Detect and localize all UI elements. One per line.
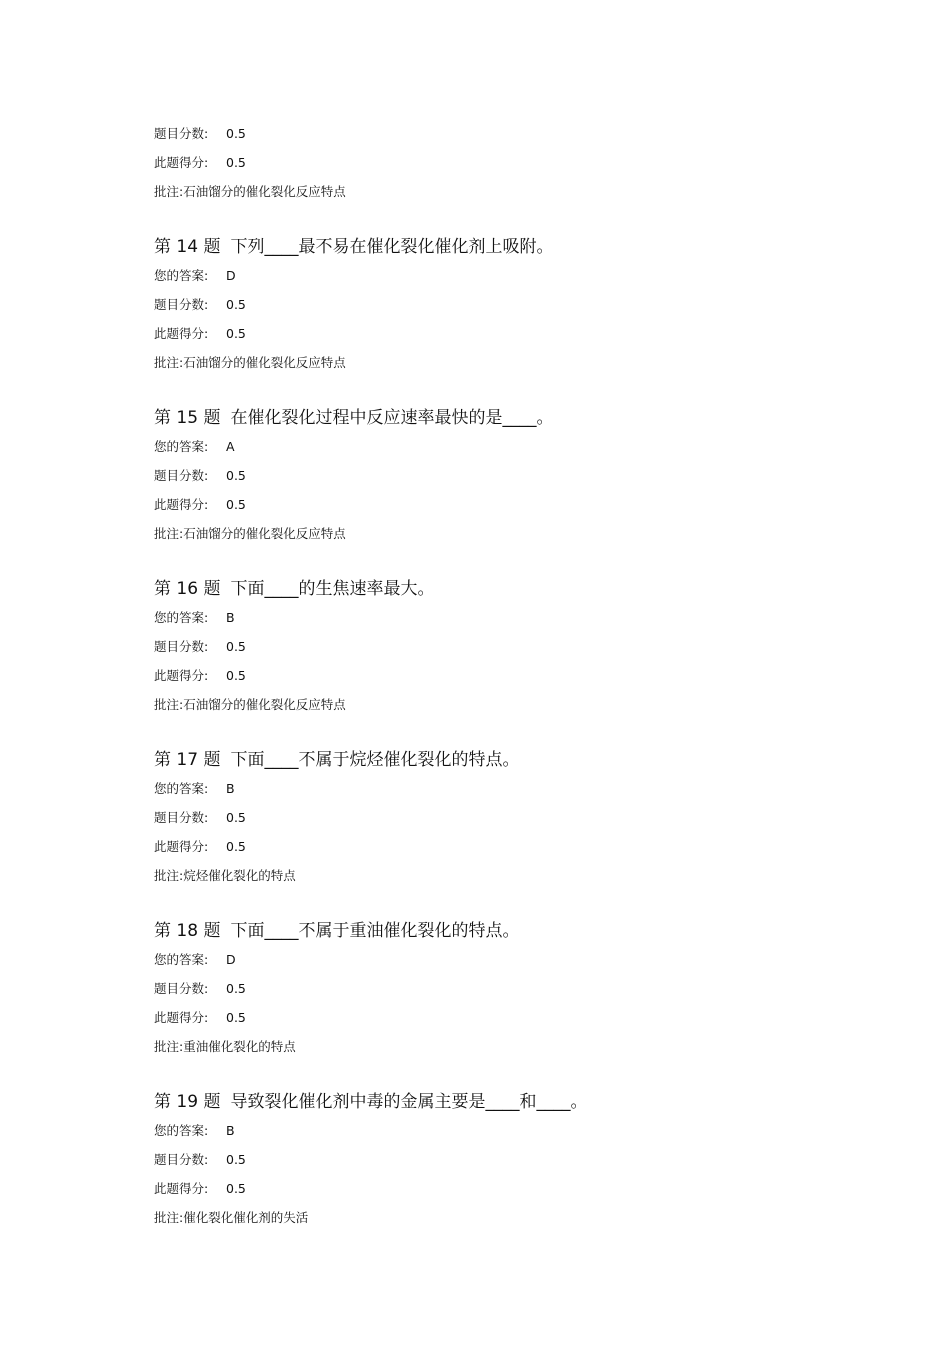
earned-row (154, 324, 854, 353)
question-block (154, 1090, 854, 1237)
earned-value: 0.5 (226, 497, 246, 512)
note-label: 批注: (154, 1039, 184, 1054)
answer-row (154, 1121, 854, 1150)
note-value: 重油催化裂化的特点 (183, 1039, 296, 1054)
answer-label: 您的答案: (154, 952, 209, 967)
note-row (154, 1037, 854, 1066)
question-text: 在催化裂化过程中反应速率最快的是____。 (230, 408, 554, 428)
earned-label: 此题得分: (154, 668, 209, 683)
note-value: 石油馏分的催化裂化反应特点 (183, 697, 346, 712)
answer-value: D (226, 952, 236, 967)
question-block (154, 577, 854, 724)
score-label: 题目分数: (154, 810, 209, 825)
earned-row (154, 666, 854, 695)
question-heading (154, 919, 854, 950)
earned-value: 0.5 (226, 1181, 246, 1196)
score-row (154, 637, 854, 666)
question-text: 导致裂化催化剂中毒的金属主要是____和____。 (230, 1092, 588, 1112)
earned-label: 此题得分: (154, 1010, 209, 1025)
question-heading (154, 577, 854, 608)
note-value: 石油馏分的催化裂化反应特点 (183, 355, 346, 370)
question-text: 下面____不属于烷烃催化裂化的特点。 (230, 750, 520, 770)
earned-row (154, 495, 854, 524)
score-label: 题目分数: (154, 639, 209, 654)
exam-result-page (154, 124, 854, 1237)
score-value: 0.5 (226, 810, 246, 825)
answer-value: A (226, 439, 235, 454)
question-block (154, 406, 854, 553)
question-text: 下面____不属于重油催化裂化的特点。 (230, 921, 520, 941)
note-value: 催化裂化催化剂的失活 (183, 1210, 309, 1225)
note-value: 石油馏分的催化裂化反应特点 (183, 184, 346, 199)
note-label: 批注: (154, 526, 184, 541)
score-value: 0.5 (226, 126, 246, 141)
question-heading (154, 1090, 854, 1121)
score-label: 题目分数: (154, 126, 209, 141)
answer-value: B (226, 1123, 235, 1138)
score-row (154, 1150, 854, 1179)
earned-label: 此题得分: (154, 1181, 209, 1196)
question-heading (154, 235, 854, 266)
answer-row (154, 950, 854, 979)
earned-row (154, 1008, 854, 1037)
answer-label: 您的答案: (154, 1123, 209, 1138)
note-label: 批注: (154, 355, 184, 370)
score-value: 0.5 (226, 297, 246, 312)
note-value: 石油馏分的催化裂化反应特点 (183, 526, 346, 541)
question-number: 第 17 题 (154, 750, 221, 770)
earned-label: 此题得分: (154, 839, 209, 854)
question-heading (154, 748, 854, 779)
note-value: 烷烃催化裂化的特点 (183, 868, 296, 883)
earned-value: 0.5 (226, 155, 246, 170)
answer-value: B (226, 781, 235, 796)
answer-value: D (226, 268, 236, 283)
score-value: 0.5 (226, 981, 246, 996)
question-text: 下列____最不易在催化裂化催化剂上吸附。 (230, 237, 554, 257)
question-text: 下面____的生焦速率最大。 (230, 579, 435, 599)
answer-row (154, 779, 854, 808)
note-row (154, 866, 854, 895)
answer-value: B (226, 610, 235, 625)
score-row (154, 466, 854, 495)
note-row (154, 695, 854, 724)
earned-value: 0.5 (226, 668, 246, 683)
score-value: 0.5 (226, 639, 246, 654)
earned-value: 0.5 (226, 326, 246, 341)
note-row (154, 353, 854, 382)
earned-row (154, 837, 854, 866)
score-label: 题目分数: (154, 468, 209, 483)
note-row (154, 1208, 854, 1237)
previous-question-tail (154, 124, 854, 211)
answer-label: 您的答案: (154, 610, 209, 625)
score-row (154, 808, 854, 837)
score-label: 题目分数: (154, 1152, 209, 1167)
question-block (154, 748, 854, 895)
question-number: 第 18 题 (154, 921, 221, 941)
question-block (154, 235, 854, 382)
earned-value: 0.5 (226, 839, 246, 854)
note-label: 批注: (154, 868, 184, 883)
note-row (154, 182, 854, 211)
score-label: 题目分数: (154, 297, 209, 312)
earned-label: 此题得分: (154, 155, 209, 170)
earned-row (154, 153, 854, 182)
answer-label: 您的答案: (154, 439, 209, 454)
question-block (154, 919, 854, 1066)
note-label: 批注: (154, 697, 184, 712)
note-label: 批注: (154, 184, 184, 199)
question-number: 第 15 题 (154, 408, 221, 428)
earned-label: 此题得分: (154, 326, 209, 341)
score-row (154, 124, 854, 153)
score-row (154, 979, 854, 1008)
note-row (154, 524, 854, 553)
answer-label: 您的答案: (154, 268, 209, 283)
answer-row (154, 608, 854, 637)
answer-label: 您的答案: (154, 781, 209, 796)
answer-row (154, 437, 854, 466)
score-value: 0.5 (226, 468, 246, 483)
score-label: 题目分数: (154, 981, 209, 996)
question-number: 第 19 题 (154, 1092, 221, 1112)
note-label: 批注: (154, 1210, 184, 1225)
earned-label: 此题得分: (154, 497, 209, 512)
question-number: 第 14 题 (154, 237, 221, 257)
score-row (154, 295, 854, 324)
answer-row (154, 266, 854, 295)
earned-value: 0.5 (226, 1010, 246, 1025)
question-number: 第 16 题 (154, 579, 221, 599)
question-heading (154, 406, 854, 437)
score-value: 0.5 (226, 1152, 246, 1167)
earned-row (154, 1179, 854, 1208)
